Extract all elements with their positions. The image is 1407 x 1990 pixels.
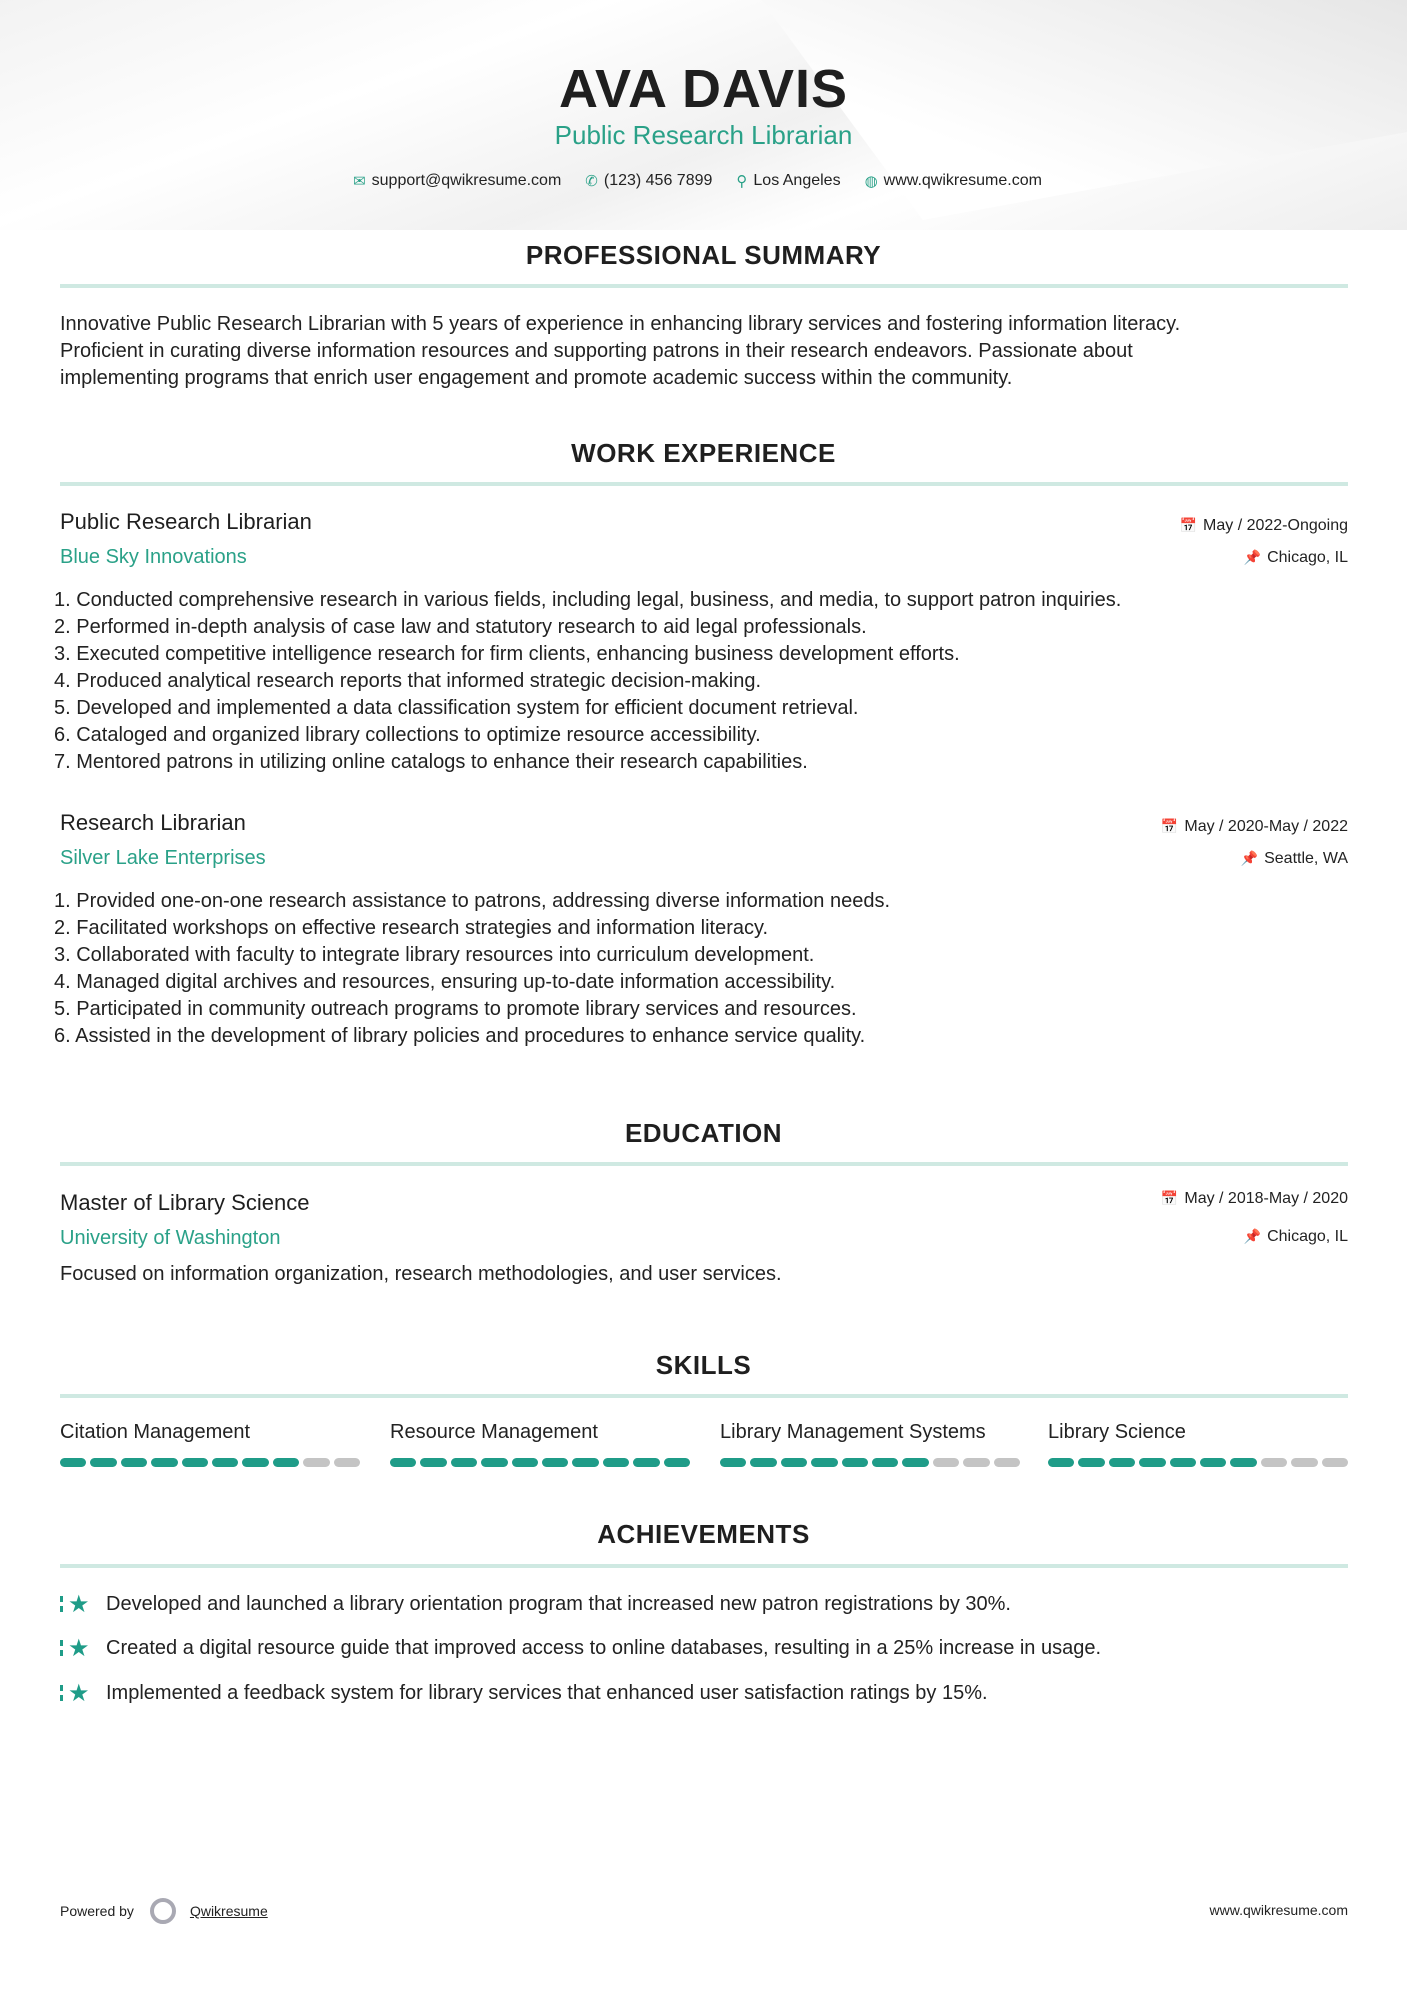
skill-level-segment — [811, 1458, 837, 1467]
job-title: Public Research Librarian — [60, 509, 312, 534]
contact-item[interactable] — [865, 172, 1042, 190]
section-heading-summary: PROFESSIONAL SUMMARY — [525, 240, 882, 270]
section-heading-work: WORK EXPERIENCE — [571, 438, 836, 468]
job-date — [1161, 818, 1348, 836]
contact-text: Los Angeles — [753, 172, 841, 189]
skill-level-segment — [151, 1458, 177, 1467]
job-bullet: 2. Performed in-depth analysis of case law and statutory research to aid legal professionals. — [54, 616, 867, 638]
skill-item — [390, 1421, 690, 1467]
skill-level-segment — [481, 1458, 507, 1467]
job-bullet: 6. Cataloged and organized library collections to optimize resource accessibility. — [54, 724, 761, 746]
skill-level-segment — [750, 1458, 776, 1467]
skill-level-segment — [633, 1458, 659, 1467]
job-date-text: May / 2020-May / 2022 — [1184, 818, 1348, 835]
achievement-item — [60, 1679, 988, 1707]
skill-level-segment — [664, 1458, 690, 1467]
job-bullet: 1. Conducted comprehensive research in various fields, including legal, business, and media, to support patron inquiries. — [54, 589, 1122, 611]
education-location — [1244, 1228, 1348, 1246]
skill-name: Library Management Systems — [720, 1421, 986, 1443]
job-bullet: 3. Executed competitive intelligence research for firm clients, enhancing business development efforts. — [54, 643, 960, 665]
achievement-text: Created a digital resource guide that improved access to online databases, resulting in a 25% increase in usage. — [106, 1636, 1102, 1659]
skill-level-segment — [420, 1458, 446, 1467]
job-title: Research Librarian — [60, 810, 246, 835]
section-divider — [60, 1394, 1348, 1398]
education-date — [1161, 1190, 1348, 1208]
calendar-icon: 📅 — [1179, 517, 1198, 533]
skill-level-segment — [603, 1458, 629, 1467]
skill-level-segment — [1261, 1458, 1287, 1467]
job-bullet: 6. Assisted in the development of library policies and procedures to enhance service quality. — [54, 1025, 866, 1047]
job-location-text: Seattle, WA — [1264, 850, 1348, 867]
star-icon: ★ — [60, 1634, 92, 1662]
footer-powered — [60, 1898, 268, 1924]
skill-level-segment — [334, 1458, 360, 1467]
section-divider — [60, 482, 1348, 486]
achievement-item — [60, 1590, 1011, 1618]
pushpin-icon: 📌 — [1243, 549, 1262, 565]
education-description: Focused on information organization, research methodologies, and user services. — [60, 1263, 782, 1285]
skill-level-segment — [720, 1458, 746, 1467]
section-heading-achievements: ACHIEVEMENTS — [597, 1519, 810, 1549]
skill-level-segment — [1170, 1458, 1196, 1467]
skill-level-segment — [1109, 1458, 1135, 1467]
skill-level-segment — [1322, 1458, 1348, 1467]
achievement-text: Implemented a feedback system for library services that enhanced user satisfaction ratings by 15%. — [106, 1681, 988, 1704]
skill-level-segment — [182, 1458, 208, 1467]
section-heading-skills: SKILLS — [655, 1350, 752, 1380]
skill-level-bar — [720, 1458, 1020, 1467]
skill-level-segment — [963, 1458, 989, 1467]
skill-level-segment — [60, 1458, 86, 1467]
skill-level-segment — [1200, 1458, 1226, 1467]
job-company: Silver Lake Enterprises — [60, 847, 266, 869]
job-bullet: 3. Collaborated with faculty to integrate library resources into curriculum development. — [54, 944, 815, 966]
job-bullet: 7. Mentored patrons in utilizing online catalogs to enhance their research capabilities. — [54, 751, 808, 773]
skill-level-segment — [90, 1458, 116, 1467]
skill-level-segment — [1139, 1458, 1165, 1467]
skill-level-bar — [390, 1458, 690, 1467]
envelope-icon: ✉ — [353, 173, 366, 190]
location-pin-icon: ⚲ — [736, 173, 748, 190]
job-date-text: May / 2022-Ongoing — [1203, 517, 1348, 534]
education-date-text: May / 2018-May / 2020 — [1184, 1190, 1348, 1207]
contact-bar — [0, 172, 1407, 190]
skill-level-segment — [542, 1458, 568, 1467]
education-location-text: Chicago, IL — [1267, 1228, 1348, 1245]
job-bullets — [54, 888, 1354, 1050]
skill-item — [1048, 1421, 1348, 1467]
candidate-name: AVA DAVIS — [558, 59, 849, 119]
qwikresume-logo-icon — [150, 1898, 176, 1924]
skill-level-segment — [512, 1458, 538, 1467]
section-divider — [60, 284, 1348, 288]
star-icon: ★ — [60, 1590, 92, 1618]
summary-line: implementing programs that enrich user engagement and promote academic success within the community. — [60, 367, 1013, 389]
contact-text: www.qwikresume.com — [883, 172, 1042, 189]
job-company: Blue Sky Innovations — [60, 546, 247, 568]
job-bullet: 2. Facilitated workshops on effective research strategies and information literacy. — [54, 917, 769, 939]
skill-level-segment — [273, 1458, 299, 1467]
education-degree: Master of Library Science — [60, 1190, 310, 1215]
skill-name: Library Science — [1048, 1421, 1186, 1443]
job-bullet: 4. Managed digital archives and resources, ensuring up-to-date information accessibility. — [54, 971, 836, 993]
skill-item — [720, 1421, 1020, 1467]
phone-icon: ✆ — [585, 173, 598, 190]
skill-level-segment — [390, 1458, 416, 1467]
powered-by-label: Powered by — [60, 1903, 134, 1919]
skill-level-segment — [303, 1458, 329, 1467]
contact-text: (123) 456 7899 — [603, 172, 713, 189]
job-location-text: Chicago, IL — [1267, 549, 1348, 566]
job-bullet: 5. Developed and implemented a data classification system for efficient document retrieval. — [54, 697, 859, 719]
section-divider — [60, 1162, 1348, 1166]
pushpin-icon: 📌 — [1240, 850, 1259, 866]
candidate-title: Public Research Librarian — [554, 120, 853, 150]
summary-text — [60, 311, 1348, 392]
skill-level-segment — [902, 1458, 928, 1467]
section-heading-education: EDUCATION — [624, 1118, 783, 1148]
job-bullet: 1. Provided one-on-one research assistance to patrons, addressing diverse information needs. — [54, 890, 891, 912]
skill-item — [60, 1421, 360, 1467]
job-location — [1244, 549, 1348, 567]
achievement-item — [60, 1634, 1101, 1662]
star-icon: ★ — [60, 1679, 92, 1707]
calendar-icon: 📅 — [1160, 1190, 1179, 1206]
skill-level-segment — [1048, 1458, 1074, 1467]
skill-level-segment — [242, 1458, 268, 1467]
contact-text: support@qwikresume.com — [371, 172, 562, 189]
skill-level-segment — [933, 1458, 959, 1467]
contact-item[interactable] — [736, 172, 840, 190]
skill-level-segment — [1291, 1458, 1317, 1467]
skill-level-segment — [212, 1458, 238, 1467]
achievement-text: Developed and launched a library orientation program that increased new patron registrations by 30%. — [106, 1592, 1011, 1615]
job-location — [1241, 850, 1348, 868]
contact-item[interactable] — [353, 172, 561, 190]
globe-icon: ◍ — [864, 173, 878, 190]
contact-item[interactable] — [585, 172, 712, 190]
job-bullet: 4. Produced analytical research reports that informed strategic decision-making. — [54, 670, 762, 692]
footer-website[interactable]: www.qwikresume.com — [1209, 1902, 1348, 1918]
skill-level-bar — [1048, 1458, 1348, 1467]
education-school: University of Washington — [60, 1227, 281, 1249]
skill-level-segment — [1078, 1458, 1104, 1467]
job-bullet: 5. Participated in community outreach programs to promote library services and resources. — [54, 998, 857, 1020]
skill-name: Citation Management — [60, 1421, 251, 1443]
skill-level-segment — [451, 1458, 477, 1467]
skill-level-segment — [842, 1458, 868, 1467]
calendar-icon: 📅 — [1160, 818, 1179, 834]
job-date — [1180, 517, 1348, 535]
job-bullets — [54, 587, 1354, 776]
section-divider — [60, 1564, 1348, 1568]
summary-line: Innovative Public Research Librarian with 5 years of experience in enhancing library services and fostering information literacy. — [60, 313, 1181, 335]
qwikresume-link[interactable]: Qwikresume — [189, 1903, 268, 1919]
skill-name: Resource Management — [390, 1421, 598, 1443]
skill-level-segment — [572, 1458, 598, 1467]
skill-level-segment — [872, 1458, 898, 1467]
skill-level-bar — [60, 1458, 360, 1467]
summary-line: Proficient in curating diverse information resources and supporting patrons in their research endeavors. Passionate about — [60, 340, 1133, 362]
skill-level-segment — [121, 1458, 147, 1467]
skill-level-segment — [781, 1458, 807, 1467]
skill-level-segment — [1230, 1458, 1256, 1467]
skill-level-segment — [994, 1458, 1020, 1467]
pushpin-icon: 📌 — [1243, 1228, 1262, 1244]
